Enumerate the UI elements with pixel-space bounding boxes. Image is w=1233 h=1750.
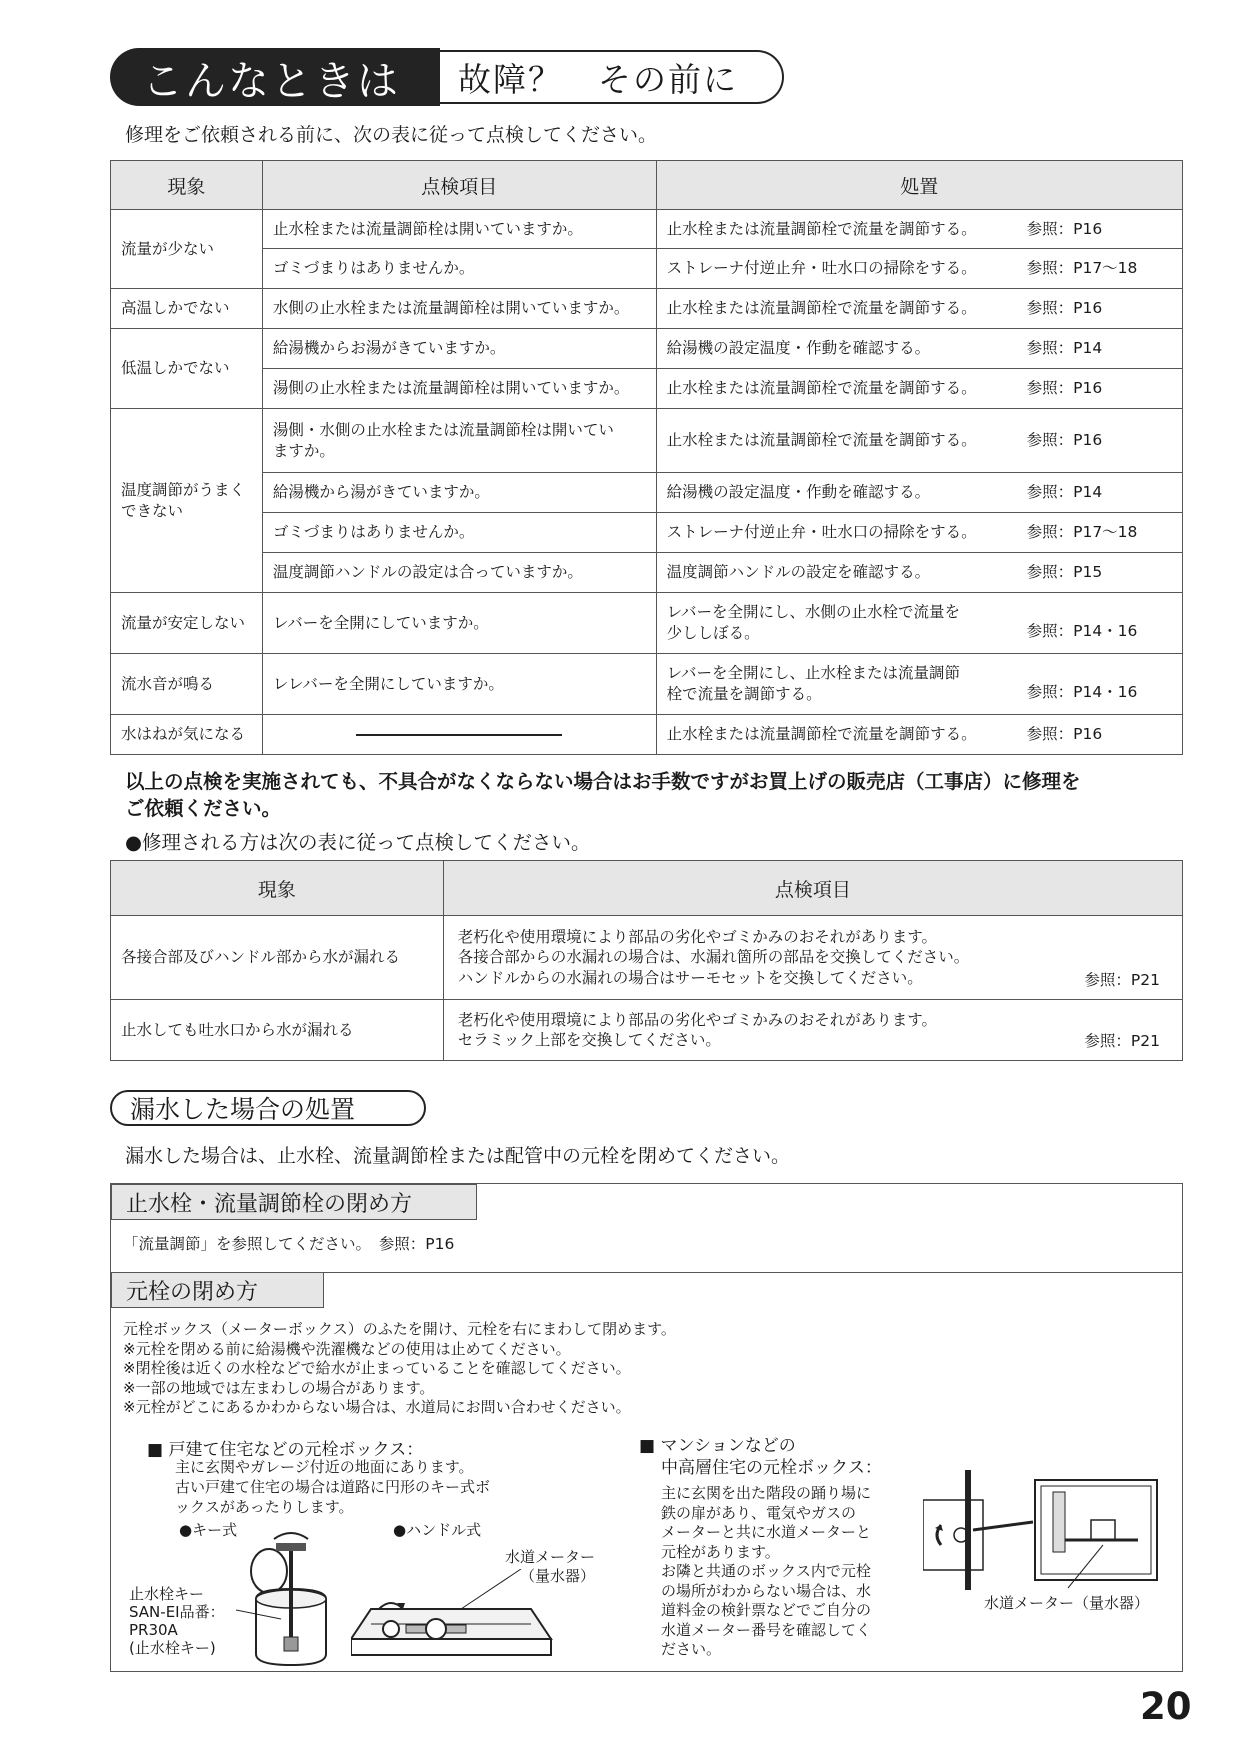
- table-row: [111, 593, 1183, 654]
- check-cell: 給湯機からお湯がきていますか。: [262, 329, 656, 369]
- page-ref: 参照：P16: [1026, 299, 1103, 318]
- action-cell: [656, 593, 1182, 654]
- leak-procedure-box: [110, 1183, 1183, 1672]
- handle-type-label: ●ハンドル式: [393, 1521, 482, 1539]
- page-ref: 参照：P21: [1084, 970, 1160, 989]
- check-cell: [443, 916, 1182, 1000]
- table-row: [111, 654, 1183, 715]
- phenomenon-cell: 流量が少ない: [111, 210, 263, 289]
- intro-text: 修理をご依頼される前に、次の表に従って点検してください。: [125, 124, 658, 146]
- action-line: 栓で流量を調節する。: [666, 685, 822, 703]
- phenomenon-line: 温度調節がうまく: [121, 480, 246, 499]
- header-check: 点検項目: [443, 861, 1182, 916]
- check-line: 各接合部からの水漏れの場合は、水漏れ箇所の部品を交換してください。: [457, 948, 970, 967]
- action-text: 止水栓または流量調節栓で流量を調節する。: [666, 431, 977, 450]
- check-line: セラミック上部を交換してください。: [457, 1031, 721, 1049]
- meter-label-line: 水道メーター: [505, 1548, 596, 1566]
- table-row: [111, 715, 1183, 755]
- action-text: 止水栓または流量調節栓で流量を調節する。: [666, 725, 977, 744]
- key-box-illustration: [236, 1529, 346, 1669]
- phenomenon-cell: 水はねが気になる: [111, 715, 263, 755]
- subheading-text: 止水栓・流量調節栓の閉め方: [126, 1191, 413, 1217]
- subheading-text: 元栓の閉め方: [126, 1279, 259, 1305]
- repair-table: [110, 860, 1183, 1061]
- apartment-meter-label: 水道メーター（量水器）: [984, 1594, 1150, 1612]
- action-line: レバーを全開にし、止水栓または流量調節: [666, 664, 961, 683]
- check-cell-empty: [262, 715, 656, 755]
- table-row: [111, 409, 1183, 473]
- repair-note-line: ご依頼ください。: [125, 797, 282, 820]
- action-cell: [656, 715, 1182, 755]
- mansion-line: 主に玄関を出た階段の踊り場に: [661, 1484, 872, 1502]
- action-cell: [656, 654, 1182, 715]
- meter-box-illustration: [923, 1470, 1161, 1590]
- instruction-line: ※元栓がどこにあるかわからない場合は、水道局にお問い合わせください。: [123, 1398, 631, 1416]
- mansion-line: メーターと共に水道メーターと: [661, 1523, 872, 1541]
- page-ref: 参照：P16: [1026, 725, 1103, 744]
- stop-key-line: 止水栓キー: [129, 1585, 205, 1603]
- action-text: ストレーナ付逆止弁・吐水口の掃除をする。: [666, 259, 977, 278]
- action-line: レバーを全開にし、水側の止水栓で流量を: [666, 603, 961, 622]
- house-line: 主に玄関やガレージ付近の地面にあります。: [175, 1458, 474, 1476]
- page-ref: 参照：P16: [1026, 431, 1103, 450]
- house-line: ックスがあったりします。: [175, 1498, 354, 1516]
- header-action: 処置: [656, 161, 1182, 210]
- table-row: [111, 473, 1183, 513]
- instruction-line: ※元栓を閉める前に給湯機や洗濯機などの使用は止めてください。: [123, 1339, 571, 1358]
- phenomenon-cell: 各接合部及びハンドル部から水が漏れる: [111, 916, 444, 1000]
- table-row: [111, 329, 1183, 369]
- title-main: こんなときは: [142, 56, 400, 105]
- header-phenomenon: 現象: [111, 861, 444, 916]
- phenomenon-cell: 止水しても吐水口から水が漏れる: [111, 1000, 444, 1061]
- table-header-row: [111, 161, 1183, 210]
- action-cell: [656, 473, 1182, 513]
- action-cell: [656, 329, 1182, 369]
- title-sub: 故障？ その前に: [458, 59, 738, 99]
- action-text: ストレーナ付逆止弁・吐水口の掃除をする。: [666, 523, 977, 542]
- stop-key-label: [129, 1585, 225, 1657]
- action-cell: [656, 249, 1182, 289]
- house-box-text: [175, 1457, 490, 1517]
- action-text: 止水栓または流量調節栓で流量を調節する。: [666, 299, 977, 318]
- check-cell: ゴミづまりはありませんか。: [262, 513, 656, 553]
- house-line: 古い戸建て住宅の場合は道路に円形のキー式ボ: [175, 1478, 491, 1496]
- check-cell: 水側の止水栓または流量調節栓は開いていますか。: [262, 289, 656, 329]
- leak-section-title: [110, 1090, 426, 1126]
- phenomenon-cell: 流水音が鳴る: [111, 654, 263, 715]
- house-box-title: ■ 戸建て住宅などの元栓ボックス：: [147, 1440, 424, 1460]
- table-row: [111, 513, 1183, 553]
- phenomenon-cell: 低温しかでない: [111, 329, 263, 409]
- action-cell: [656, 289, 1182, 329]
- stop-valve-text: 「流量調節」を参照してください。 参照：P16: [123, 1235, 455, 1253]
- mansion-title-line: 中高層住宅の元栓ボックス：: [661, 1458, 882, 1478]
- check-cell: 給湯機から湯がきていますか。: [262, 473, 656, 513]
- page-ref: 参照：P14・16: [1026, 683, 1138, 702]
- mansion-box-title: [639, 1435, 882, 1479]
- check-line: 湯側・水側の止水栓または流量調節栓は開いてい: [272, 420, 614, 439]
- check-cell: ゴミづまりはありませんか。: [262, 249, 656, 289]
- table-row: [111, 369, 1183, 409]
- table-row: [111, 553, 1183, 593]
- title-banner-dark: [110, 48, 440, 106]
- check-line: 老朽化や使用環境により部品の劣化やゴミかみのおそれがあります。: [457, 928, 937, 947]
- instruction-line: ※一部の地域では左まわしの場合があります。: [123, 1378, 435, 1397]
- technician-note: ●修理される方は次の表に従って点検してください。: [125, 831, 591, 854]
- subheading-main-valve: [111, 1272, 324, 1308]
- check-line: ハンドルからの水漏れの場合はサーモセットを交換してください。: [457, 968, 923, 987]
- page-ref: 参照：P21: [1084, 1031, 1160, 1050]
- phenomenon-cell: 高温しかでない: [111, 289, 263, 329]
- mansion-line: ださい。: [661, 1640, 722, 1658]
- page-ref: 参照：P14: [1026, 483, 1103, 502]
- header-check: 点検項目: [262, 161, 656, 210]
- key-type-label: ●キー式: [179, 1521, 238, 1539]
- meter-label-line: （量水器）: [520, 1567, 596, 1585]
- repair-note: [125, 768, 1081, 822]
- table-row: [111, 289, 1183, 329]
- action-text: 給湯機の設定温度・作動を確認する。: [666, 339, 931, 358]
- leak-intro: 漏水した場合は、止水栓、流量調節栓または配管中の元栓を閉めてください。: [125, 1145, 791, 1167]
- check-cell: [443, 1000, 1182, 1061]
- mansion-box-text: [661, 1484, 871, 1660]
- table-row: [111, 1000, 1183, 1061]
- action-cell: [656, 369, 1182, 409]
- action-cell: [656, 409, 1182, 473]
- check-line: 老朽化や使用環境により部品の劣化やゴミかみのおそれがあります。: [457, 1010, 937, 1029]
- action-text: 止水栓または流量調節栓で流量を調節する。: [666, 219, 977, 238]
- leak-section-title-text: 漏水した場合の処置: [130, 1095, 356, 1124]
- check-cell: 湯側の止水栓または流量調節栓は開いていますか。: [262, 369, 656, 409]
- stop-key-line: SAN-EI品番：: [129, 1603, 225, 1621]
- instruction-line: 元栓ボックス（メーターボックス）のふたを開け、元栓を右にまわして閉めます。: [123, 1320, 676, 1338]
- mansion-line: 道料金の検針票などでご自分の: [661, 1601, 872, 1619]
- page-ref: 参照：P16: [1026, 379, 1103, 398]
- mansion-line: 水道メーター番号を確認してく: [661, 1620, 872, 1639]
- action-cell: [656, 210, 1182, 249]
- dash-line: [356, 734, 562, 736]
- mansion-line: お隣と共通のボックス内で元栓: [661, 1562, 871, 1580]
- header-phenomenon: 現象: [111, 161, 263, 210]
- check-cell: レレバーを全開にしていますか。: [262, 654, 656, 715]
- check-cell: 止水栓または流量調節栓は開いていますか。: [262, 210, 656, 249]
- page-ref: 参照：P14: [1026, 339, 1103, 358]
- page-ref: 参照：P15: [1026, 563, 1103, 582]
- handle-box-illustration: [351, 1569, 561, 1669]
- mansion-line: 元栓があります。: [661, 1542, 780, 1561]
- table-row: [111, 210, 1183, 249]
- page-number: 20: [1140, 1685, 1192, 1728]
- page-ref: 参照：P17〜18: [1026, 259, 1138, 278]
- action-cell: [656, 553, 1182, 593]
- stop-key-line: PR30A: [129, 1621, 178, 1639]
- check-cell: [262, 409, 656, 473]
- troubleshoot-table: [110, 160, 1183, 755]
- phenomenon-line: できない: [121, 501, 184, 520]
- action-text: 止水栓または流量調節栓で流量を調節する。: [666, 379, 977, 398]
- action-text: 温度調節ハンドルの設定を確認する。: [666, 563, 931, 582]
- stop-key-line: (止水栓キー): [129, 1639, 216, 1657]
- page-ref: 参照：P14・16: [1026, 622, 1138, 641]
- action-text: 給湯機の設定温度・作動を確認する。: [666, 483, 931, 502]
- instruction-line: ※閉栓後は近くの水栓などで給水が止まっていることを確認してください。: [123, 1359, 631, 1377]
- mansion-line: 鉄の扉があり、電気やガスの: [661, 1503, 857, 1522]
- page-ref: 参照：P16: [1026, 219, 1103, 238]
- main-valve-instructions: [123, 1320, 676, 1418]
- action-line: 少ししぼる。: [666, 624, 760, 642]
- check-cell: 温度調節ハンドルの設定は合っていますか。: [262, 553, 656, 593]
- table-row: [111, 249, 1183, 289]
- phenomenon-cell: [111, 409, 263, 593]
- table-row: [111, 916, 1183, 1000]
- repair-note-line: 以上の点検を実施されても、不具合がなくならない場合はお手数ですがお買上げの販売店（工事店）に修理を: [125, 770, 1081, 793]
- check-cell: レバーを全開にしていますか。: [262, 593, 656, 654]
- phenomenon-cell: 流量が安定しない: [111, 593, 263, 654]
- check-line: ますか。: [272, 441, 335, 460]
- subheading-stop-valve: [111, 1184, 477, 1220]
- title-banner-light: [440, 50, 784, 104]
- table-header-row: [111, 861, 1183, 916]
- page-ref: 参照：P17〜18: [1026, 523, 1138, 542]
- action-cell: [656, 513, 1182, 553]
- mansion-title-line: ■ マンションなどの: [639, 1436, 796, 1456]
- mansion-line: の場所がわからない場合は、水: [661, 1581, 872, 1600]
